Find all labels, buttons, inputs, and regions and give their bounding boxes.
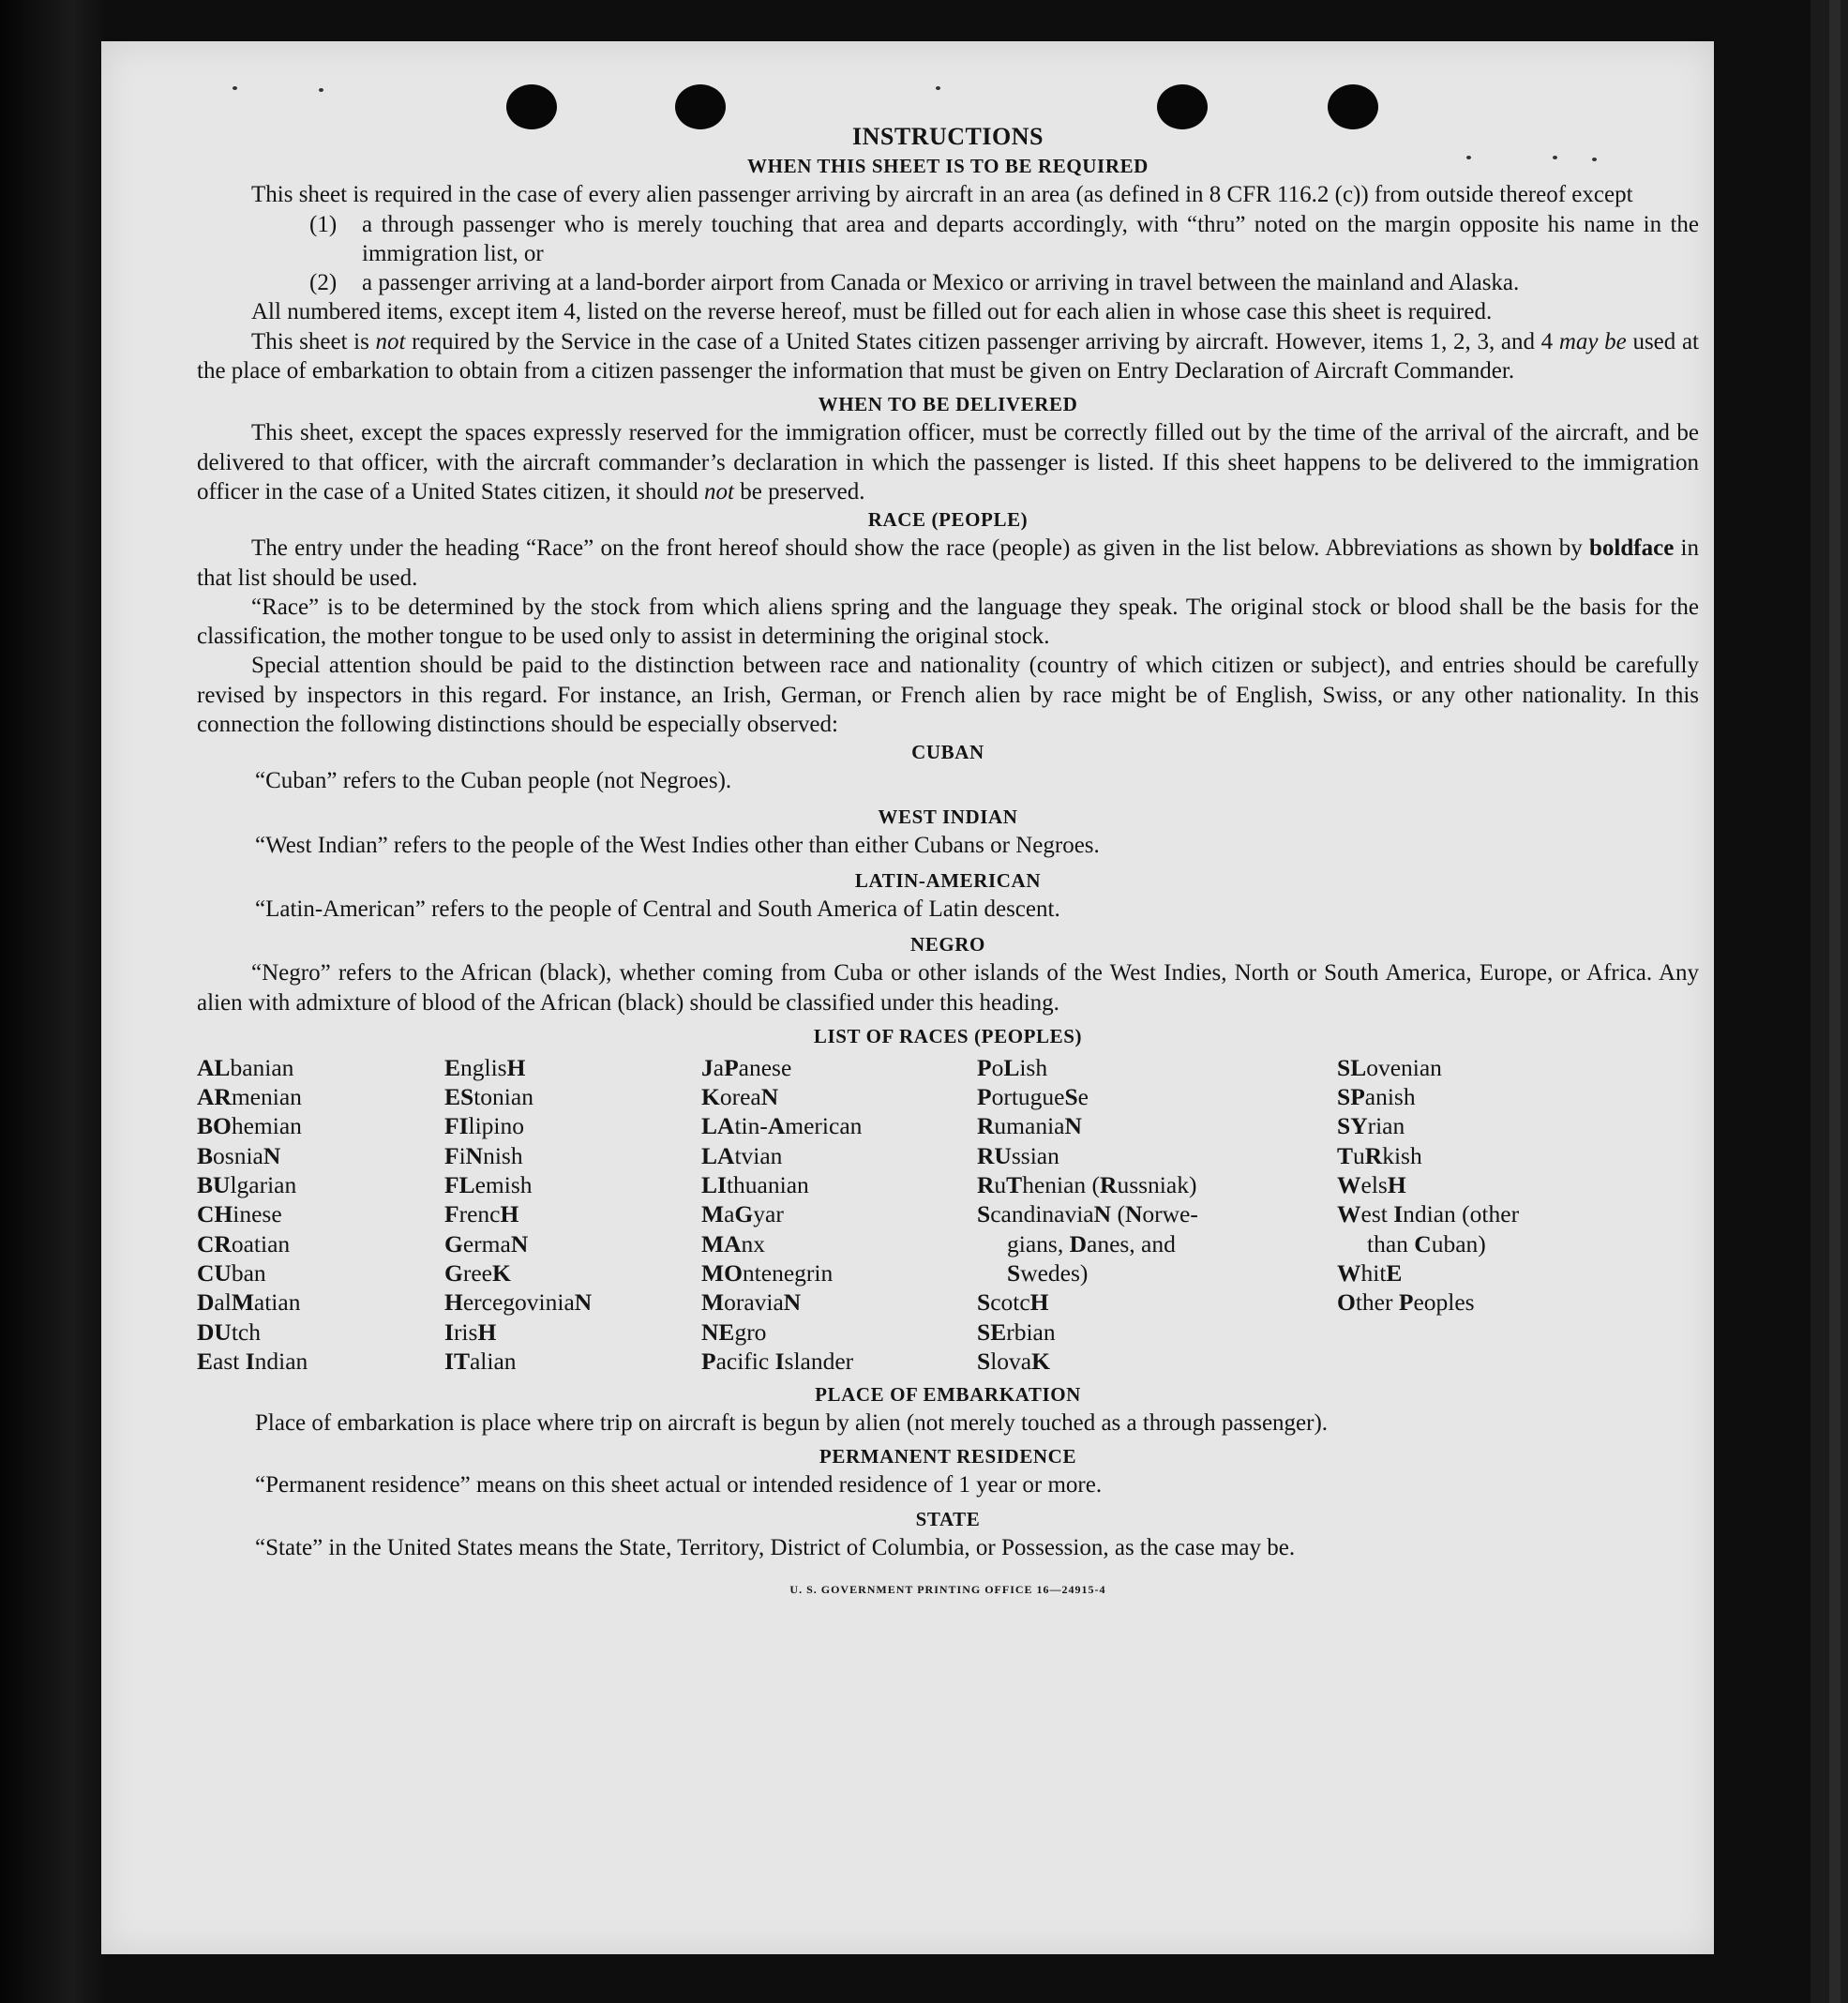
list-item: IrisH	[444, 1318, 497, 1346]
paragraph-text: in that list should be used.	[197, 535, 1700, 591]
races-list	[197, 1053, 1699, 1376]
paragraph	[197, 418, 1699, 506]
list-item	[197, 210, 1699, 269]
list-item: ITalian	[444, 1347, 517, 1375]
races-column	[701, 1053, 977, 1376]
races-column	[1337, 1053, 1590, 1376]
list-item: EnglisH	[444, 1053, 526, 1081]
paragraph-text: This sheet, except the spaces expressly reserved for the immigration officer, must be correctly filled out by the time of the arrival of the aircraft, and be delivered to that officer, with the aircraft commander’s declaration in which the passenger is listed. If this sheet happens to be delivered to the immigration officer in the case of a United States citizen, it should	[197, 420, 1699, 505]
paragraph: “Latin-American” refers to the people of Central and South America of Latin descent.	[255, 896, 1060, 922]
list-item: WhitE	[1337, 1258, 1403, 1287]
list-item: SYrian	[1337, 1112, 1405, 1140]
list-item-continuation: than Cuban)	[1367, 1229, 1486, 1258]
list-item: FIlipino	[444, 1112, 525, 1140]
scan-background-left	[0, 0, 103, 2003]
section-heading-race: RACE (PEOPLE)	[867, 508, 1029, 532]
document-page	[101, 41, 1714, 1954]
list-item-number: (1)	[309, 211, 338, 237]
list-item: KoreaN	[701, 1083, 779, 1111]
list-item: BUlgarian	[197, 1171, 297, 1199]
section-heading-embarkation: PLACE OF EMBARKATION	[815, 1383, 1081, 1407]
section-heading-latin-american: LATIN-AMERICAN	[854, 868, 1042, 892]
section-heading-required: WHEN THIS SHEET IS TO BE REQUIRED	[747, 155, 1149, 178]
emphasis-text: not	[375, 328, 406, 354]
list-item: SLovenian	[1337, 1053, 1442, 1081]
paragraph-text: used at the place of embarkation to obtain from a citizen passenger the information that must be given on Entry Declaration of Aircraft Commander.	[197, 328, 1700, 384]
list-item-text: a passenger arriving at a land-border airport from Canada or Mexico or arriving in travel between the mainland and Alaska.	[362, 270, 1520, 296]
section-heading-delivered: WHEN TO BE DELIVERED	[818, 393, 1078, 416]
scan-speck	[233, 86, 237, 90]
list-item: West Indian (other	[1337, 1200, 1520, 1228]
list-item: DUtch	[197, 1318, 261, 1346]
paragraph	[197, 327, 1699, 386]
races-column	[977, 1053, 1337, 1376]
paragraph: Place of embarkation is place where trip on aircraft is begun by alien (not merely touched as a through passenger).	[255, 1410, 1329, 1437]
list-item: NEgro	[701, 1318, 767, 1346]
list-item: Pacific Islander	[701, 1347, 854, 1375]
list-item: SErbian	[977, 1318, 1056, 1346]
races-column	[197, 1053, 444, 1376]
scan-film-strip	[1829, 0, 1840, 2003]
list-item: PoLish	[977, 1053, 1048, 1081]
list-item-text: a through passenger who is merely touching that area and departs accordingly, with “thru” noted on the margin opposite his name in the immigration list, or	[362, 211, 1699, 266]
list-item: ALbanian	[197, 1053, 294, 1081]
section-heading-west-indian: WEST INDIAN	[878, 805, 1018, 828]
paragraph	[197, 534, 1699, 593]
list-item: LAtin-American	[701, 1112, 863, 1140]
list-item: LAtvian	[701, 1141, 783, 1169]
list-item: ScotcH	[977, 1288, 1049, 1317]
list-item: TuRkish	[1337, 1141, 1422, 1169]
list-item: DalMatian	[197, 1288, 301, 1317]
list-item: MoraviaN	[701, 1288, 802, 1317]
section-heading-cuban: CUBAN	[911, 741, 984, 764]
list-item-continuation: Swedes)	[1007, 1258, 1089, 1287]
printer-imprint: U. S. GOVERNMENT PRINTING OFFICE 16—24915-4	[789, 1582, 1106, 1596]
paragraph: “State” in the United States means the State, Territory, District of Columbia, or Possession, as the case may be.	[255, 1534, 1296, 1560]
paragraph-text: be preserved.	[734, 478, 865, 505]
paragraph: All numbered items, except item 4, listed on the reverse hereof, must be filled out for each alien in whose case this sheet is required.	[251, 299, 1493, 325]
list-item: SlovaK	[977, 1347, 1050, 1375]
paragraph: “Cuban” refers to the Cuban people (not Negroes).	[255, 768, 732, 794]
section-heading-permanent-residence: PERMANENT RESIDENCE	[819, 1445, 1077, 1468]
list-item: GermaN	[444, 1229, 529, 1258]
list-item: LIthuanian	[701, 1171, 809, 1199]
list-item: East Indian	[197, 1347, 308, 1375]
list-item: WelsH	[1337, 1171, 1406, 1199]
list-item: FLemish	[444, 1171, 533, 1199]
list-item: SPanish	[1337, 1083, 1416, 1111]
paragraph-text: This sheet is	[251, 328, 376, 354]
list-item: CUban	[197, 1258, 266, 1287]
paragraph: This sheet is required in the case of every alien passenger arriving by aircraft in an area (as defined in 8 CFR 116.2 (c)) from outside thereof except	[251, 182, 1633, 208]
list-item: ScandinaviaN (Norwe-	[977, 1200, 1198, 1228]
list-item: RuThenian (Russniak)	[977, 1171, 1197, 1199]
paragraph: “Negro” refers to the African (black), whether coming from Cuba or other islands of the West Indies, North or South America, Europe, or Africa. Any alien with admixture of blood of the African (black) should be classified under this heading.	[197, 960, 1699, 1016]
emphasis-text: not	[704, 478, 734, 505]
paragraph: “Race” is to be determined by the stock from which aliens spring and the language they speak. The original stock or blood shall be the basis for the classification, the mother tongue to be used only to assist in determining the original stock.	[197, 594, 1699, 650]
races-column	[444, 1053, 701, 1376]
paragraph: “Permanent residence” means on this sheet actual or intended residence of 1 year or more.	[255, 1472, 1103, 1498]
section-heading-state: STATE	[915, 1507, 981, 1530]
document-body	[197, 122, 1699, 1604]
page-title: INSTRUCTIONS	[852, 123, 1044, 150]
list-item: MaGyar	[701, 1200, 784, 1228]
bold-text: boldface	[1589, 535, 1675, 562]
paragraph: Special attention should be paid to the distinction between race and nationality (country of which citizen or subject), and entries should be carefully revised by inspectors in this regard. For instance, an Irish, German, or French alien by race might be of English, Swiss, or any other nationality. In this connection the following distinctions should be especially observed:	[197, 653, 1699, 738]
list-item	[197, 268, 1699, 297]
list-item: BOhemian	[197, 1112, 302, 1140]
list-item: FiNnish	[444, 1141, 523, 1169]
list-item: EStonian	[444, 1083, 533, 1111]
emphasis-text: may be	[1558, 328, 1627, 354]
paragraph-text: required by the Service in the case of a United States citizen passenger arriving by aircraft. However, items 1, 2, 3, and 4	[405, 328, 1559, 354]
list-item: MOntenegrin	[701, 1258, 834, 1287]
list-item: GreeK	[444, 1258, 511, 1287]
list-item-continuation: gians, Danes, and	[1007, 1229, 1176, 1258]
list-item: PortugueSe	[977, 1083, 1089, 1111]
list-item: FrencH	[444, 1200, 519, 1228]
paragraph-text: Abbreviations as shown by	[1325, 535, 1590, 562]
list-item: ARmenian	[197, 1083, 302, 1111]
paragraph: “West Indian” refers to the people of the West Indies other than either Cubans or Negroes.	[255, 832, 1100, 858]
list-item: BosniaN	[197, 1141, 281, 1169]
section-heading-negro: NEGRO	[909, 933, 985, 956]
list-item: CRoatian	[197, 1229, 291, 1258]
list-item: RumaniaN	[977, 1112, 1082, 1140]
list-item: CHinese	[197, 1200, 282, 1228]
list-item-number: (2)	[309, 270, 338, 296]
list-item: JaPanese	[701, 1053, 792, 1081]
scan-speck	[936, 86, 940, 90]
list-item: Other Peoples	[1337, 1288, 1475, 1317]
list-item: MAnx	[701, 1229, 765, 1258]
paragraph-text: The entry under the heading “Race” on the front hereof should show the race (people) as given in the list below.	[251, 535, 1320, 562]
list-item: HercegoviniaN	[444, 1288, 593, 1317]
section-heading-list-of-races: LIST OF RACES (PEOPLES)	[813, 1024, 1083, 1047]
list-item: RUssian	[977, 1141, 1059, 1169]
scan-speck	[319, 88, 323, 92]
